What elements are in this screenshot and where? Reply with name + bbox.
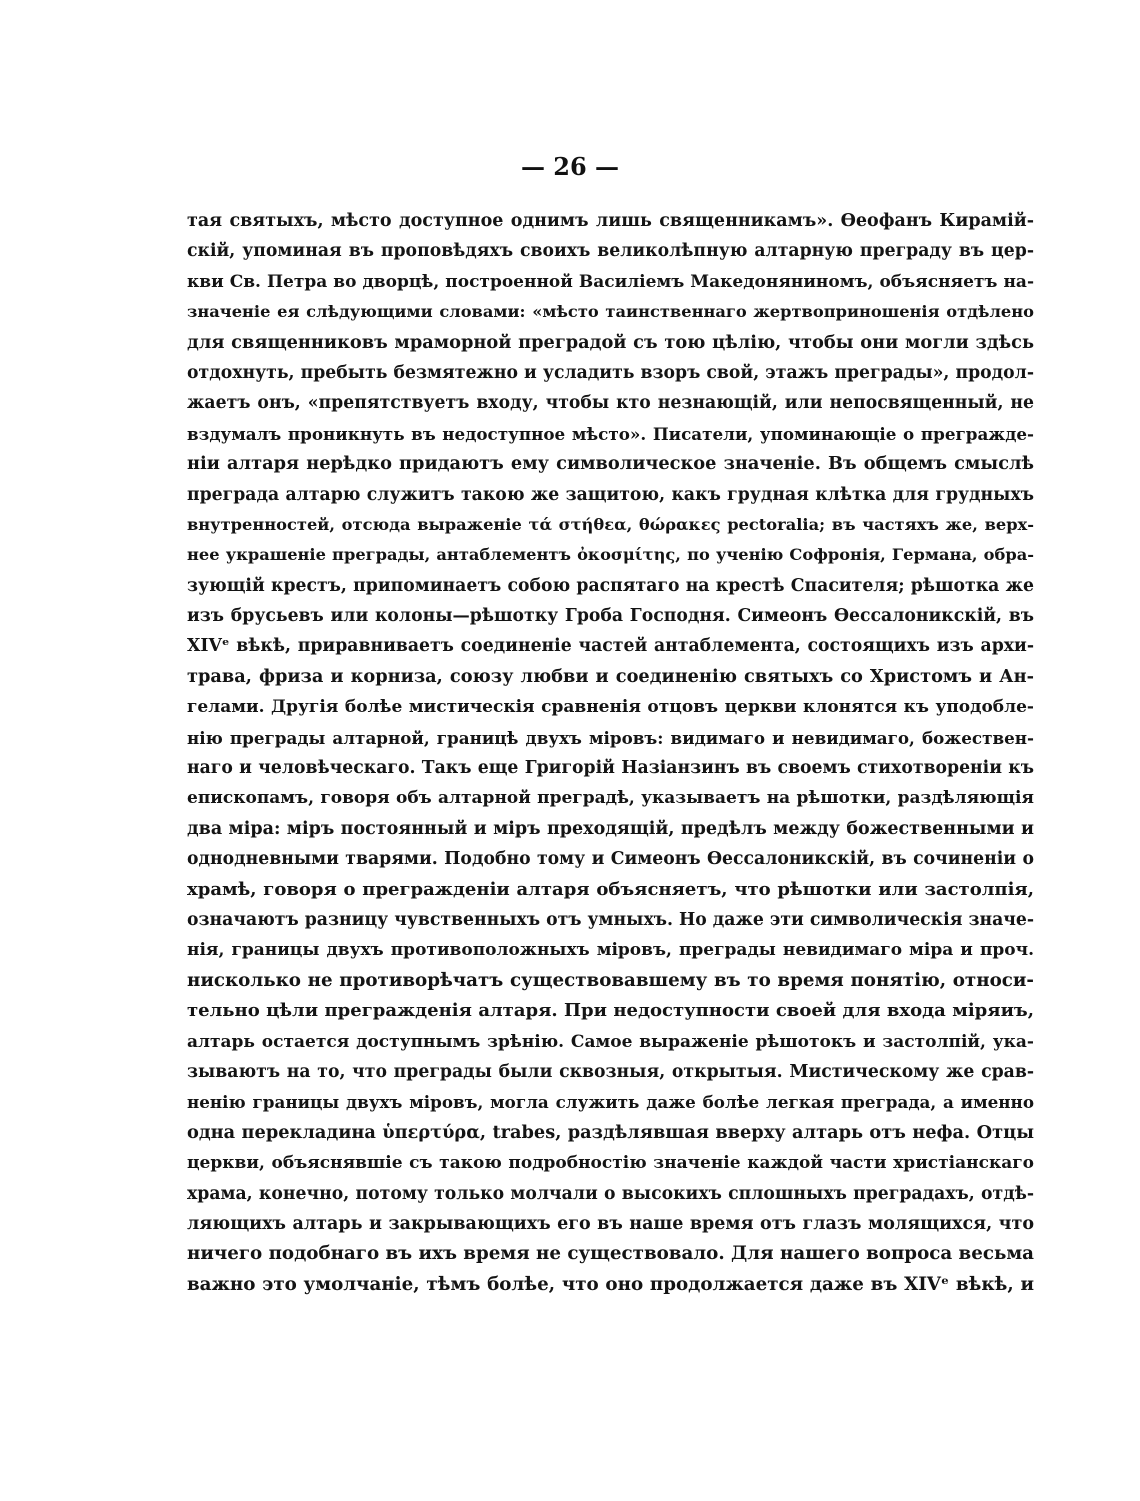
text-line: скій, упоминая въ проповѣдяхъ своихъ великолѣпную алтарную преграду въ цер- [187, 241, 1034, 262]
text-line: тельно цѣли преграждeнія алтаря. При недоступности своей для входа міряиъ, [187, 1000, 1034, 1022]
text-line: тая святыхъ, мѣсто доступное однимъ лишь священникамъ». Ѳеофанъ Кирамій- [187, 211, 1034, 231]
text-line: изъ брусьевъ или колоны—рѣшотку Гроба Господня. Симеонъ Ѳессалоникскій, въ [187, 606, 1034, 627]
text-line: нисколько не противорѣчатъ существовавшему въ то время понятію, относи- [187, 969, 1034, 991]
text-line: ненію границы двухъ міровъ, могла служить даже болѣе легкая преграда, а именно [187, 1092, 1034, 1113]
text-line: гелами. Другія болѣе мистическія сравненія отцовъ церкви клонятся къ уподобле- [187, 697, 1034, 718]
text-line: жаетъ онъ, «препятствуетъ входу, чтобы кто незнающій, или непосвященный, не [187, 393, 1034, 414]
text-line: важно это умолчаніе, тѣмъ болѣе, что оно продолжается даже въ XIVᵉ вѣкѣ, и [187, 1273, 1034, 1295]
text-line: однодневными тварями. Подобно тому и Симеонъ Ѳессалоникскій, въ сочиненіи о [187, 849, 1034, 870]
text-line: кви Св. Петра во дворцѣ, построенной Василіемъ Македоняниномъ, объясняетъ на- [187, 271, 1034, 292]
text-line: трава, фриза и корниза, союзу любви и соединенію святыхъ со Христомъ и Ан- [187, 665, 1034, 687]
page-number: — 26 — [520, 152, 620, 181]
text-line: для священниковъ мраморной преградой съ тою цѣлію, чтобы они могли здѣсь [187, 331, 1034, 353]
text-line: два міра: міръ постоянный и міръ преходящій, предѣлъ между божественными и [187, 818, 1034, 839]
text-line: ничего подобнаго въ ихъ время не существовало. Для нашего вопроса весьма [187, 1243, 1035, 1265]
text-line: ляющихъ алтарь и закрывающихъ его въ наше время отъ глазъ молящихся, что [187, 1213, 1034, 1234]
text-line: алтарь остается доступнымъ зрѣнію. Самое выраженіе рѣшотокъ и застолпій, ука- [187, 1031, 1034, 1052]
text-line: означаютъ разницу чувственныхъ отъ умныхъ. Но даже эти символическія значе- [187, 909, 1035, 930]
text-line: нія, границы двухъ противоположныхъ міровъ, преграды невидимаго міра и проч. [187, 940, 1034, 961]
text-line: зующій крестъ, припоминаетъ собою распятаго на крестѣ Спасителя; рѣшотка же [187, 575, 1034, 596]
text-line: преграда алтарю служитъ такою же защитою, какъ грудная клѣтка для грудныхъ [187, 484, 1034, 505]
text-line: храма, конечно, потому только молчали о высокихъ сплошныхъ преградахъ, отдѣ- [187, 1183, 1034, 1204]
text-line: нію преграды алтарной, границѣ двухъ міровъ: видимаго и невидимаго, божествен- [187, 727, 1034, 748]
text-line: отдохнуть, пребыть безмятежно и усладить взоръ свой, этажъ преграды», продол- [187, 362, 1034, 383]
text-line: епископамъ, говоря объ алтарной преградѣ, указываетъ на рѣшотки, раздѣляющія [187, 788, 1034, 809]
text-line: значеніе ея слѣдующими словами: «мѣсто таинственнаго жертвоприношенія отдѣлено [187, 302, 1034, 322]
text-line: внутренностей, отсюда выраженіе τά στήθεα, θώρακες pectoralia; въ частяхъ же, верх- [187, 514, 1034, 534]
text-line: зываютъ на то, что преграды были сквозныя, открытыя. Мистическому же срав- [187, 1061, 1034, 1082]
text-line: нее украшеніе преграды, антаблементъ ὀκοσμίτης, по ученію Софронія, Германа, обра- [187, 545, 1034, 565]
text-line: наго и человѣческаго. Такъ еще Григорій Назіанзинъ въ своемъ стихотвореніи къ [187, 758, 1034, 779]
text-line: одна перекладина ὑπερτύρα, trabes, раздѣлявшая вверху алтарь отъ нефа. Отцы [187, 1121, 1034, 1143]
text-line: храмѣ, говоря о преграждeніи алтаря объясняетъ, что рѣшотки или застолпія, [187, 878, 1034, 900]
text-line: ніи алтаря нерѣдко придаютъ ему символическое значеніе. Въ общемъ смыслѣ [187, 453, 1034, 475]
body-text [187, 206, 1034, 1300]
text-line: церкви, объяснявшіе съ такою подробностію значеніе каждой части христіанскаго [187, 1153, 1034, 1174]
text-line: XIVᵉ вѣкѣ, приравниваетъ соединеніе частей антаблемента, состоящихъ изъ архи- [187, 636, 1034, 657]
text-line: вздумалъ проникнуть въ недоступное мѣсто». Писатели, упоминающіе о преграждe- [187, 423, 1034, 444]
